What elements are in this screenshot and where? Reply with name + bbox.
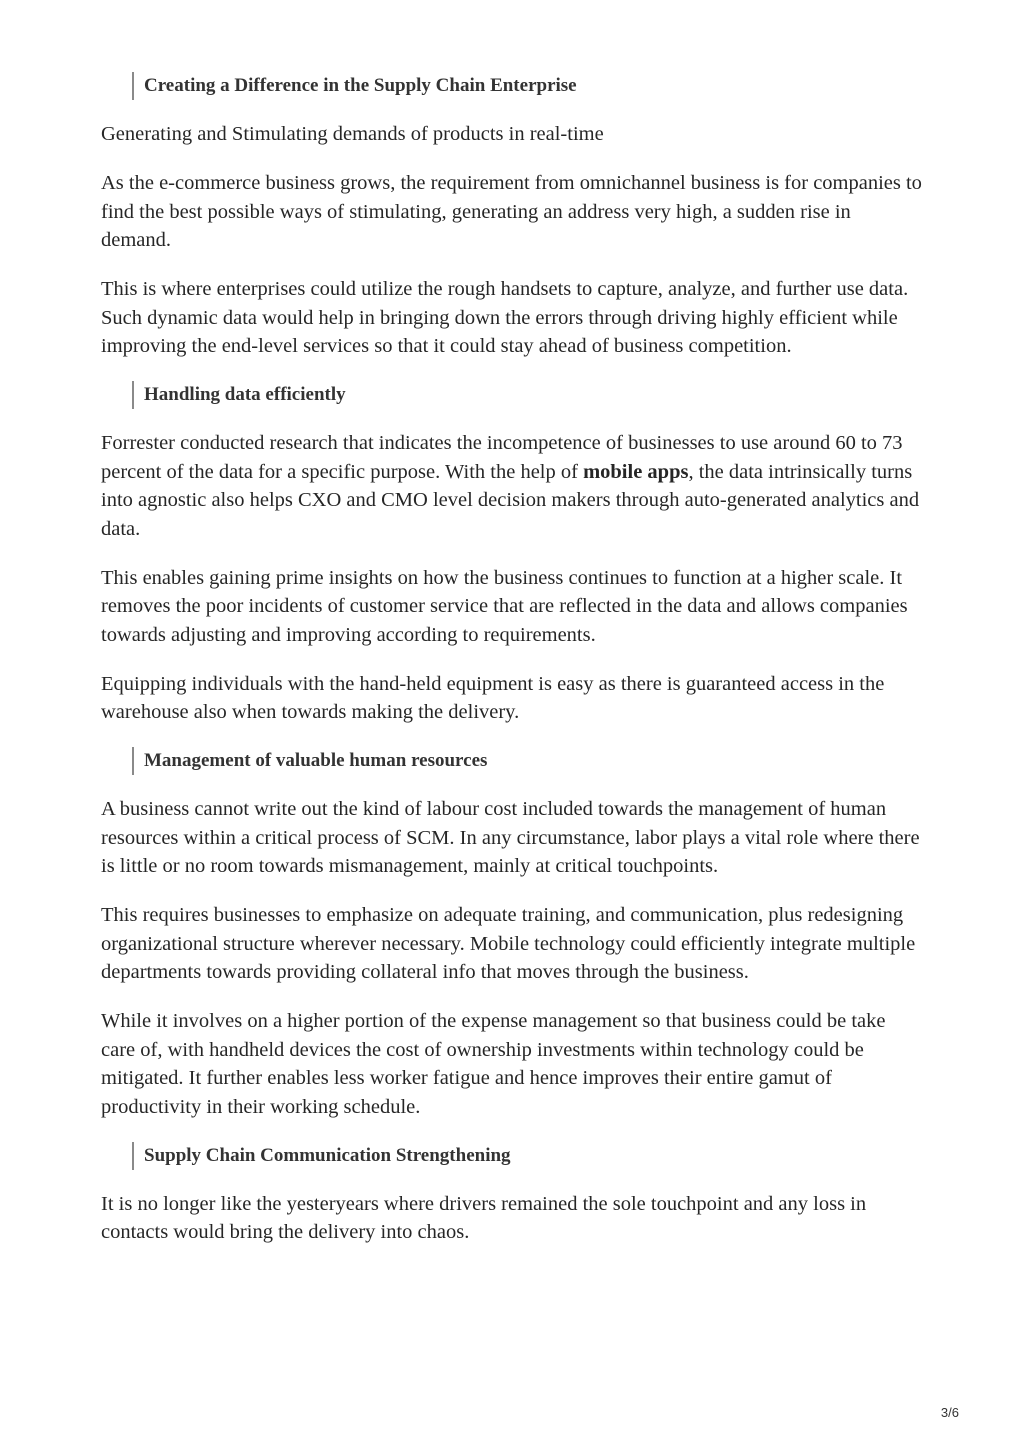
paragraph-text: , the data intrinsically turns into agnostic also helps CXO and CMO level decision makers through auto-generated analytics and data. bbox=[101, 460, 920, 540]
paragraph: This enables gaining prime insights on how the business continues to function at a higher scale. It removes the poor incidents of customer service that are reflected in the data and allows companies towards adjusting and improving according to requirements. bbox=[101, 566, 908, 646]
paragraph: A business cannot write out the kind of labour cost included towards the management of human resources within a critical process of SCM. In any circumstance, labor plays a vital role where there is little or no room towards mismanagement, mainly at critical touchpoints. bbox=[101, 798, 920, 877]
page-number: 3/6 bbox=[940, 1405, 959, 1420]
section-heading: Creating a Difference in the Supply Chain Enterprise bbox=[132, 72, 923, 100]
paragraph: This requires businesses to emphasize on adequate training, and communication, plus redesigning organizational structure wherever necessary. Mobile technology could efficiently integrate multiple departments towards providing collateral info that moves through the business. bbox=[101, 904, 916, 983]
paragraph: It is no longer like the yesteryears where drivers remained the sole touchpoint and any loss in contacts would bring the delivery into chaos. bbox=[101, 1192, 867, 1243]
paragraph-text: Forrester conducted research that indicates the incompetence of businesses to use around 60 to 73 percent of the data for a specific purpose. With the help of bbox=[101, 432, 903, 483]
section-heading: Supply Chain Communication Strengthening bbox=[132, 1142, 923, 1170]
paragraph bbox=[101, 429, 923, 543]
paragraph: While it involves on a higher portion of the expense management so that business could be take care of, with handheld devices the cost of ownership investments within technology could be mitigated. It further enables less worker fatigue and hence improves their entire gamut of productivity in their working schedule. bbox=[101, 1010, 886, 1118]
paragraph: Equipping individuals with the hand-held equipment is easy as there is guaranteed access in the warehouse also when towards making the delivery. bbox=[101, 672, 885, 723]
mobile-apps-link[interactable]: mobile apps bbox=[583, 460, 689, 483]
paragraph: Generating and Stimulating demands of products in real-time bbox=[101, 123, 604, 145]
paragraph: This is where enterprises could utilize the rough handsets to capture, analyze, and further use data. Such dynamic data would help in bringing down the errors through driving highly efficient while improving the end-level services so that it could stay ahead of business competition. bbox=[101, 278, 909, 357]
section-heading: Handling data efficiently bbox=[132, 381, 923, 409]
paragraph: As the e-commerce business grows, the requirement from omnichannel business is for companies to find the best possible ways of stimulating, generating an address very high, a sudden rise in demand. bbox=[101, 172, 922, 251]
article-body bbox=[101, 72, 923, 1247]
section-heading: Management of valuable human resources bbox=[132, 747, 923, 775]
